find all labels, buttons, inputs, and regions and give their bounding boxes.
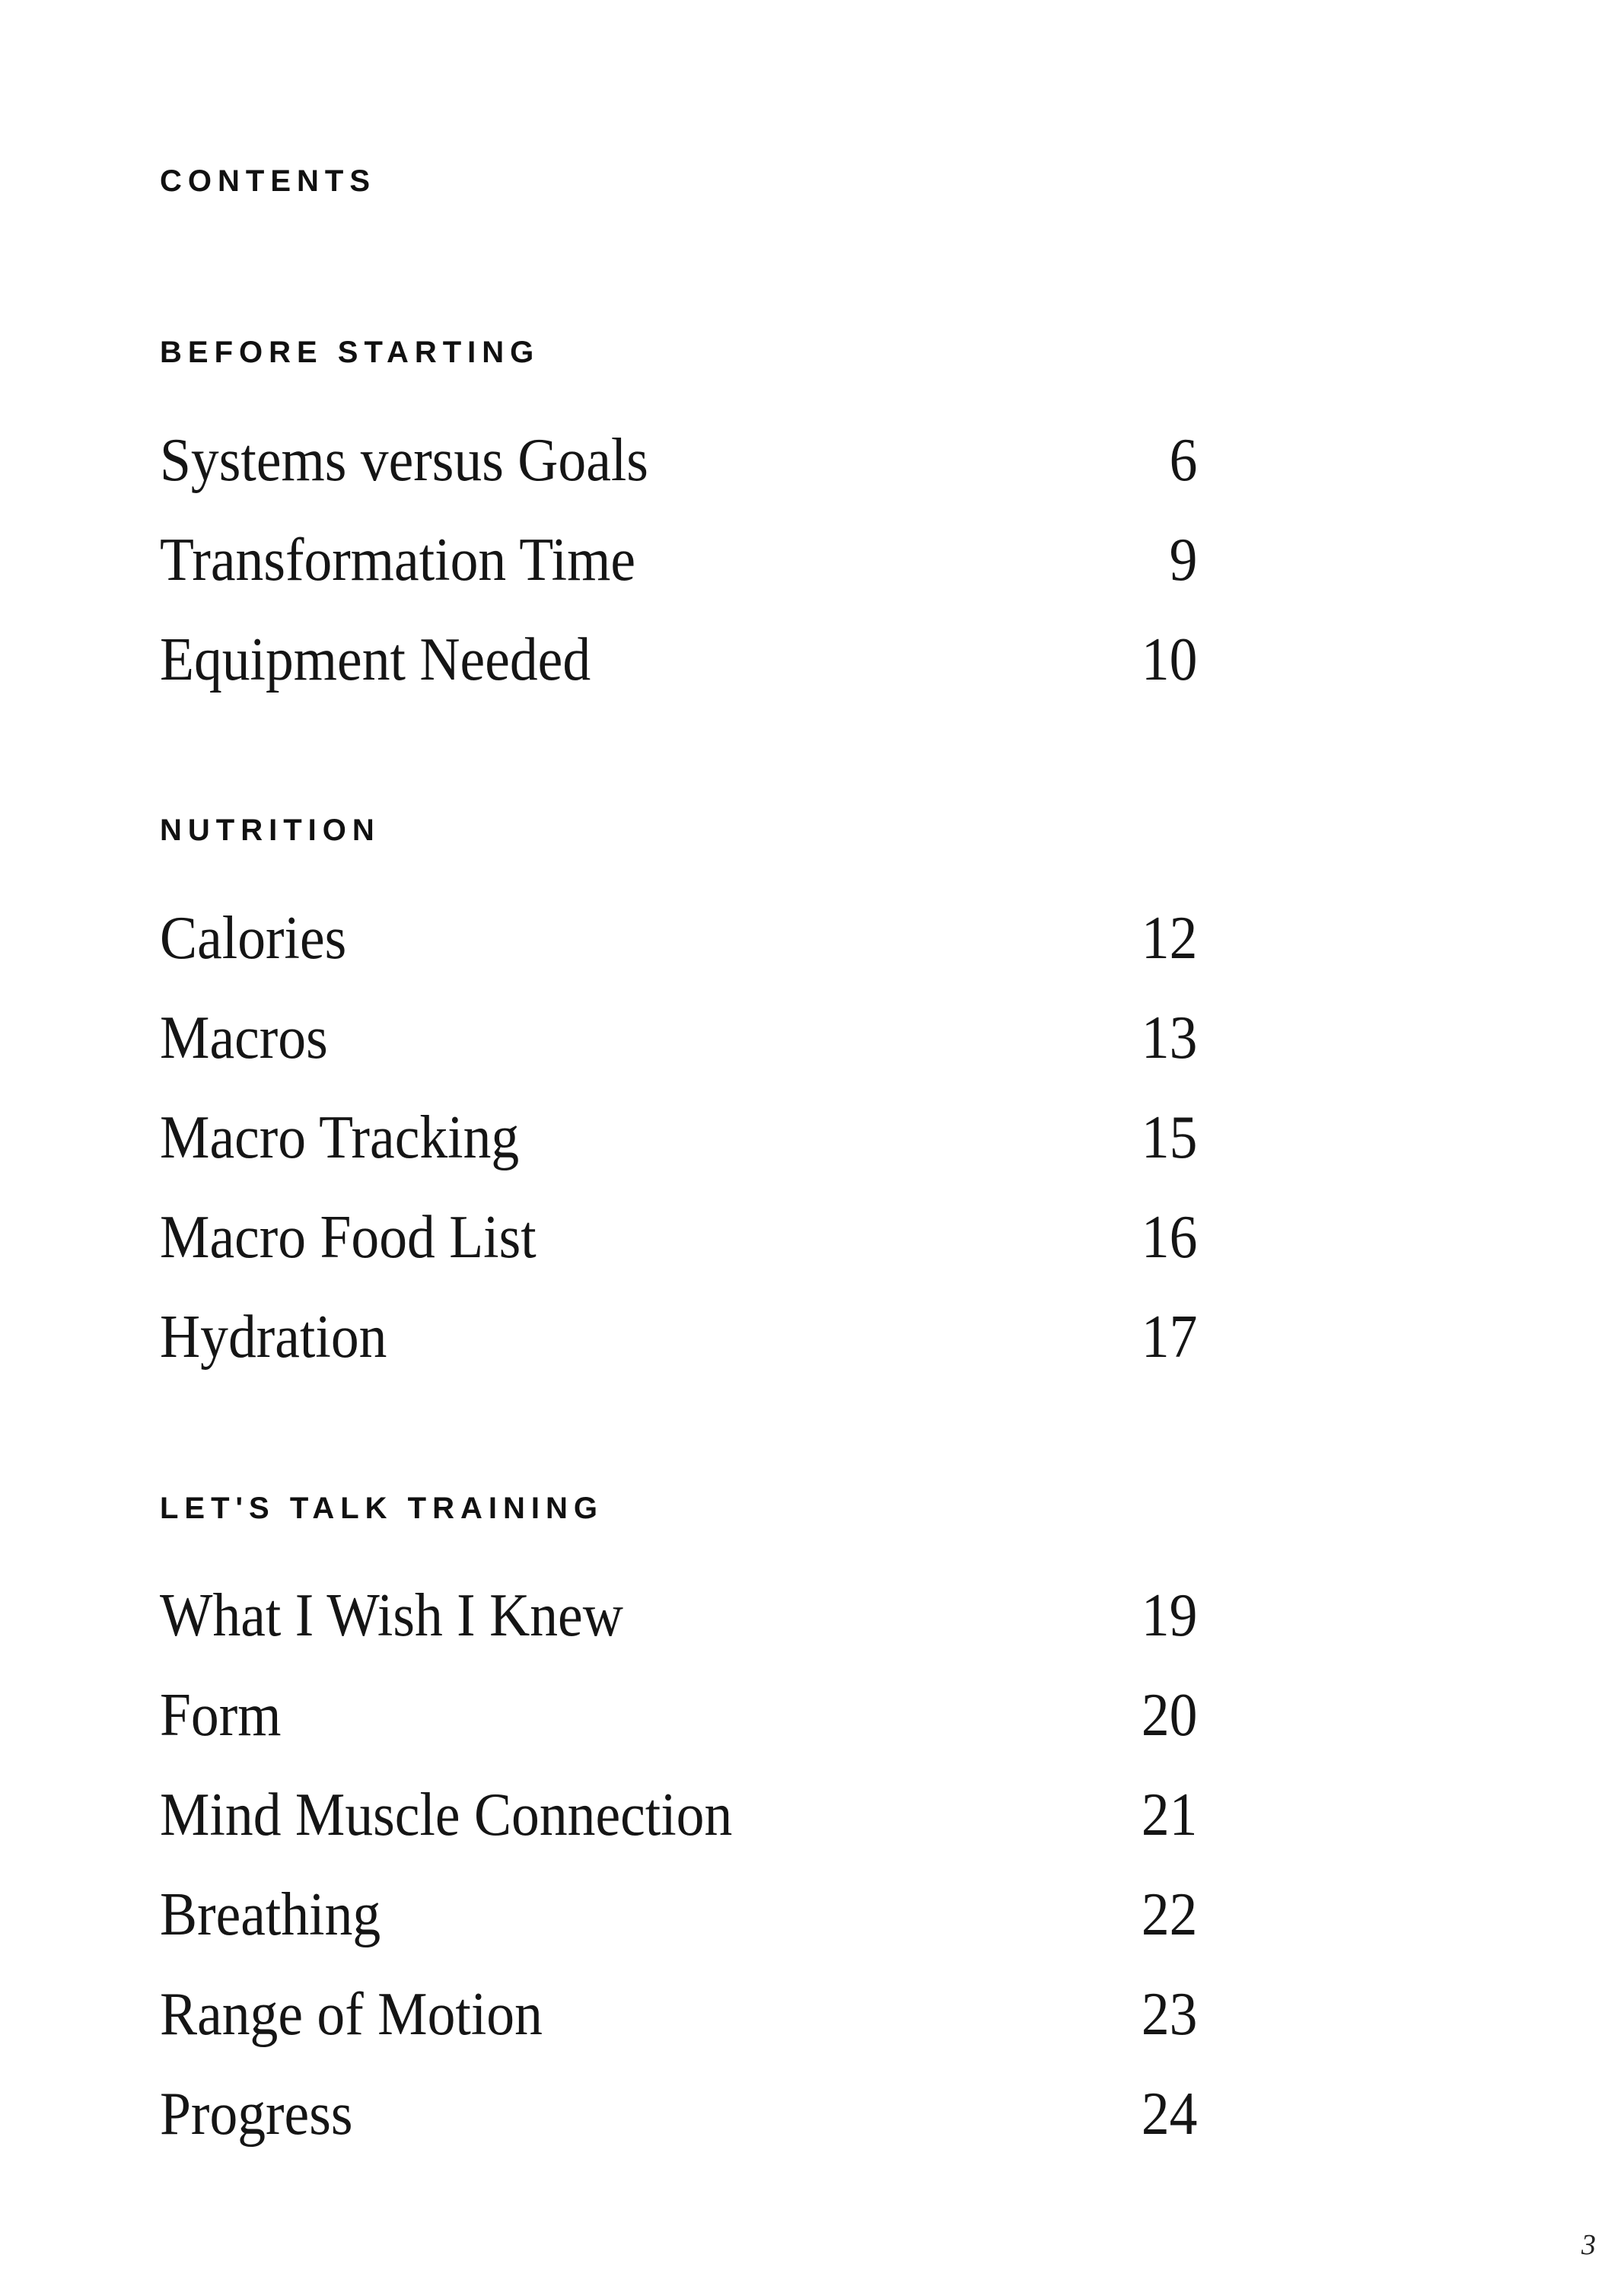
page-title: CONTENTS	[160, 164, 376, 198]
section-heading-nutrition: NUTRITION	[160, 814, 381, 847]
toc-entry-page: 23	[1141, 1981, 1198, 2048]
toc-entry[interactable]	[160, 1677, 1197, 1753]
toc-entry-page: 9	[1169, 527, 1198, 594]
toc-entry[interactable]	[160, 1777, 1197, 1853]
toc-entry[interactable]	[160, 1199, 1197, 1275]
toc-entry[interactable]	[160, 1000, 1197, 1076]
toc-entry-page: 6	[1169, 427, 1198, 494]
toc-entry-page: 10	[1141, 626, 1198, 693]
toc-entry-label: Equipment Needed	[160, 626, 591, 693]
toc-entry-label: Macro Food List	[160, 1204, 537, 1271]
toc-entry-page: 16	[1141, 1204, 1198, 1271]
toc-entry-page: 20	[1141, 1682, 1198, 1749]
toc-entry-label: Progress	[160, 2081, 353, 2148]
toc-entry-label: Range of Motion	[160, 1981, 543, 2048]
toc-entry-label: Macro Tracking	[160, 1104, 520, 1171]
toc-entry[interactable]	[160, 1578, 1197, 1654]
toc-entry-label: Breathing	[160, 1881, 381, 1948]
toc-entry[interactable]	[160, 622, 1197, 698]
toc-entry-label: Hydration	[160, 1304, 387, 1371]
toc-entry[interactable]	[160, 1299, 1197, 1375]
section-heading-before-starting: BEFORE STARTING	[160, 336, 540, 369]
toc-entry-page: 15	[1141, 1104, 1198, 1171]
toc-entry-label: Calories	[160, 905, 347, 972]
toc-entry[interactable]	[160, 1877, 1197, 1953]
toc-entry-page: 19	[1141, 1582, 1198, 1649]
page-number: 3	[1581, 2229, 1596, 2261]
toc-entry-page: 13	[1141, 1005, 1198, 1072]
toc-entry-page: 21	[1141, 1782, 1198, 1849]
toc-entry[interactable]	[160, 2076, 1197, 2152]
toc-entry-page: 17	[1141, 1304, 1198, 1371]
toc-entry[interactable]	[160, 900, 1197, 976]
section-heading-training: LET'S TALK TRAINING	[160, 1492, 603, 1525]
toc-entry-page: 24	[1141, 2081, 1198, 2148]
toc-entry-label: Macros	[160, 1005, 328, 1072]
toc-entry-label: Systems versus Goals	[160, 427, 648, 494]
toc-entry[interactable]	[160, 422, 1197, 498]
toc-entry[interactable]	[160, 522, 1197, 598]
toc-entry-label: What I Wish I Knew	[160, 1582, 623, 1649]
toc-entry-label: Form	[160, 1682, 282, 1749]
toc-entry-page: 12	[1141, 905, 1198, 972]
toc-entry-page: 22	[1141, 1881, 1198, 1948]
toc-entry[interactable]	[160, 1976, 1197, 2052]
toc-entry-label: Transformation Time	[160, 527, 636, 594]
toc-entry[interactable]	[160, 1100, 1197, 1176]
toc-entry-label: Mind Muscle Connection	[160, 1782, 733, 1849]
